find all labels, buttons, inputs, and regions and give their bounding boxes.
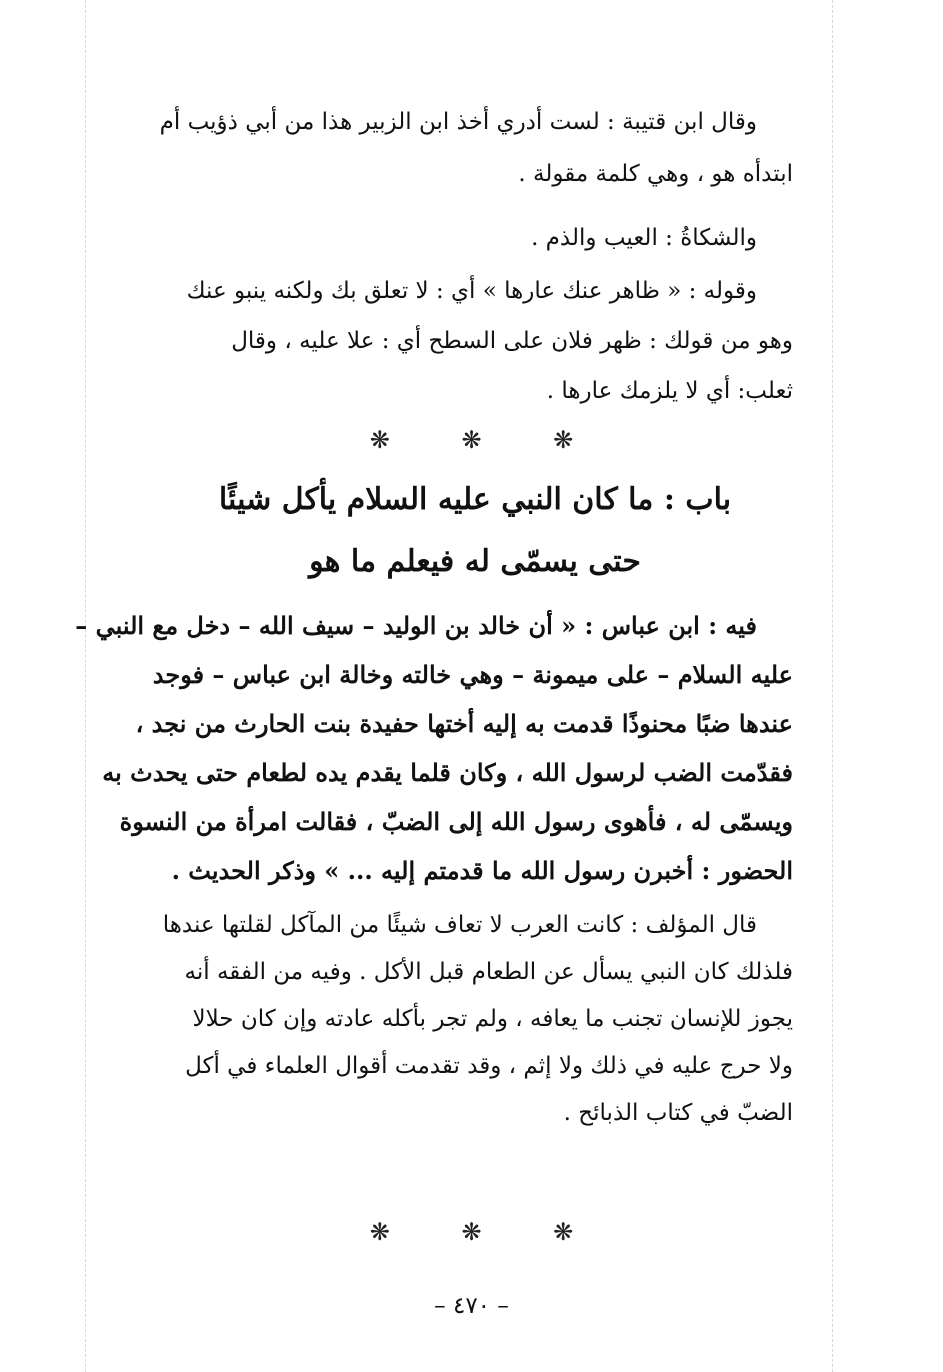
text-line: الحضور : أخبرن رسول الله ما قدمتم إليه ... » وذكر الحديث .: [171, 856, 793, 885]
text-line: فلذلك كان النبي يسأل عن الطعام قبل الأكل . وفيه من الفقه أنه: [184, 959, 793, 985]
text-line: ثعلب: أي لا يلزمك عارها .: [546, 378, 793, 404]
hadith-text: [75, 601, 793, 895]
text-line: عليه السلام – على ميمونة – وهي خالته وخالة ابن عباس – فوجد: [152, 660, 793, 689]
text-line: وهو من قولك : ظهر فلان على السطح أي : علا عليه ، وقال: [231, 328, 793, 354]
text-line: والشكاةُ : العيب والذم .: [531, 225, 757, 251]
chapter-title-line-2: حتى يسمّى له فيعلم ما هو: [309, 544, 641, 579]
text-line: وقوله : « ظاهر عنك عارها » أي : لا تعلق بك ولكنه ينبو عنك: [186, 278, 757, 304]
text-line: فيه : ابن عباس : « أن خالد بن الوليد – سيف الله – دخل مع النبي –: [75, 611, 757, 640]
text-line: قال المؤلف : كانت العرب لا تعاف شيئًا من المآكل لقلتها عندها: [162, 912, 757, 938]
text-line: الضبّ في كتاب الذبائح .: [563, 1100, 793, 1126]
text-line: فقدّمت الضب لرسول الله ، وكان قلما يقدم يده لطعام حتى يحدث به: [102, 758, 793, 787]
separator-star: ❋: [369, 1218, 390, 1246]
page-number: – ٤٧٠ –: [434, 1293, 509, 1319]
separator-star: ❋: [369, 426, 390, 454]
text-line: يجوز للإنسان تجنب ما يعافه ، ولم تجر بأكله عادته وإن كان حلالا: [192, 1006, 793, 1032]
text-line: وقال ابن قتيبة : لست أدري أخذ ابن الزبير هذا من أبي ذؤيب أم: [159, 109, 757, 135]
separator-star: ❋: [461, 426, 482, 454]
author-commentary: [105, 902, 793, 1137]
page-edge-guide-left: [85, 0, 86, 1372]
paragraph-shakah: [105, 212, 793, 264]
paragraph-qawluhu: [105, 266, 793, 416]
separator-star: ❋: [461, 1218, 482, 1246]
text-line: ابتدأه هو ، وهي كلمة مقولة .: [518, 161, 793, 187]
chapter-title-line-1: باب : ما كان النبي عليه السلام يأكل شيئًا: [218, 482, 732, 517]
text-line: ويسمّى له ، فأهوى رسول الله إلى الضبّ ، فقالت امرأة من النسوة: [119, 807, 793, 836]
section-separator: [0, 426, 943, 454]
section-separator: [0, 1218, 943, 1246]
separator-star: ❋: [553, 426, 574, 454]
paragraph-ibn-qutayba: [105, 96, 793, 200]
separator-star: ❋: [553, 1218, 574, 1246]
text-line: عندها ضبًا محنوذًا قدمت به إليه أختها حفيدة بنت الحارث من نجد ،: [135, 709, 793, 738]
page-edge-guide-right: [832, 0, 833, 1372]
text-line: ولا حرج عليه في ذلك ولا إثم ، وقد تقدمت أقوال العلماء في أكل: [185, 1053, 793, 1079]
